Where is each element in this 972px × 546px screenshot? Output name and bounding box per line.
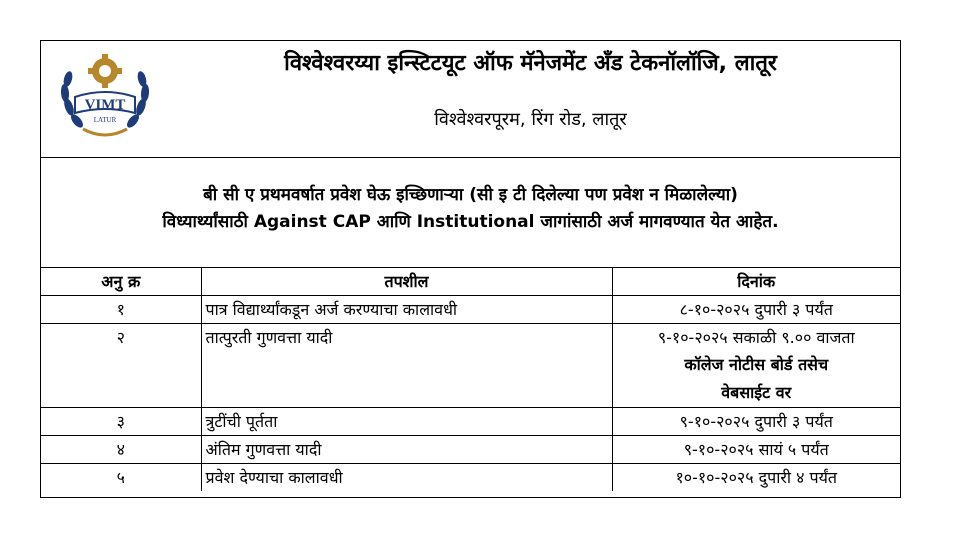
logo-text: VIMT (84, 97, 126, 113)
table-header-row (41, 268, 900, 296)
row-number: १ (41, 296, 201, 324)
column-header-no: अनु क्र (41, 268, 201, 296)
row-date: ८-१०-२०२५ दुपारी ३ पर्यंत (612, 296, 900, 324)
row-date-cell (612, 324, 900, 408)
table-row (41, 408, 900, 436)
institute-address: विश्वेश्वरपूरम, रिंग रोड, लातूर (434, 109, 627, 130)
institute-header (41, 41, 900, 158)
row-number: ३ (41, 408, 201, 436)
table-row (41, 296, 900, 324)
logo-subtext: LATUR (93, 116, 117, 124)
row-detail: पात्र विद्यार्थ्यांकडून अर्ज करण्याचा कालावधी (201, 296, 612, 324)
notice-document (40, 40, 901, 498)
row-number: ५ (41, 464, 201, 492)
vimt-logo-icon (55, 49, 155, 149)
row-number: २ (41, 324, 201, 408)
column-header-detail: तपशील (201, 268, 612, 296)
row-date-note-1: कॉलेज नोटीस बोर्ड तसेच (684, 355, 829, 374)
notice-line-1: बी सी ए प्रथमवर्षात प्रवेश घेऊ इच्छिणाऱ्या (सी इ टी दिलेल्या पण प्रवेश न मिळालेल्या) (203, 185, 738, 205)
column-header-date: दिनांक (612, 268, 900, 296)
row-detail: तात्पुरती गुणवत्ता यादी (201, 324, 612, 408)
row-detail: अंतिम गुणवत्ता यादी (201, 436, 612, 464)
row-number: ४ (41, 436, 201, 464)
table-row (41, 464, 900, 492)
row-detail: त्रुटींची पूर्तता (201, 408, 612, 436)
row-date: ९-१०-२०२५ सकाळी ९.०० वाजता (657, 328, 855, 347)
row-detail: प्रवेश देण्याचा कालावधी (201, 464, 612, 492)
admission-notice (41, 158, 900, 268)
row-date: ९-१०-२०२५ सायं ५ पर्यंत (612, 436, 900, 464)
row-date: १०-१०-२०२५ दुपारी ४ पर्यंत (612, 464, 900, 492)
row-date: ९-१०-२०२५ दुपारी ३ पर्यंत (612, 408, 900, 436)
schedule-table (41, 268, 900, 491)
notice-line-2: विध्यार्थ्यांसाठी Against CAP आणि Institutional जागांसाठी अर्ज मागवण्यात येत आहेत. (162, 212, 779, 232)
institute-title: विश्वेश्वरय्या इन्स्टिटयूट ऑफ मॅनेजमेंट अँड टेकनॉलॉजि, लातूर (284, 51, 777, 76)
table-row (41, 436, 900, 464)
table-row (41, 324, 900, 408)
row-date-note-2: वेबसाईट वर (721, 383, 792, 402)
